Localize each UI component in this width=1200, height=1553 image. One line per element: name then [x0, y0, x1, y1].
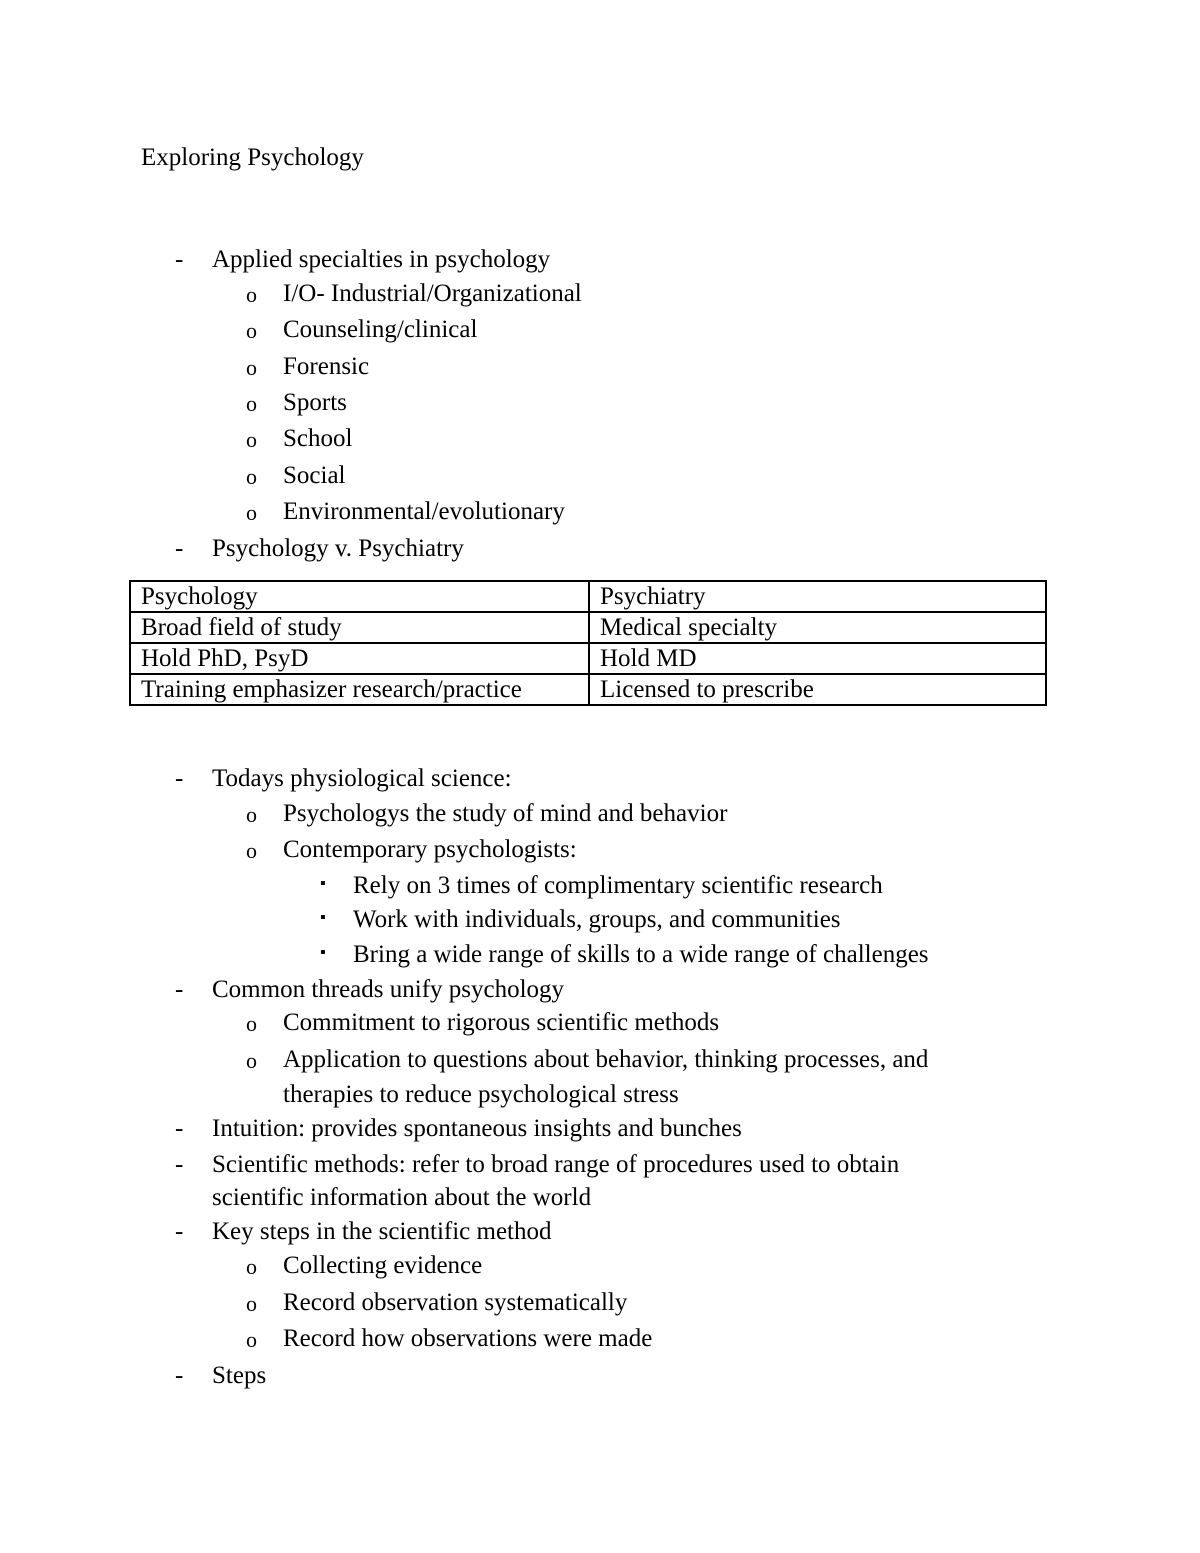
table-row: [130, 612, 1046, 643]
list-item: Contemporary psychologists:: [283, 836, 577, 863]
circle-bullet: o: [246, 464, 257, 489]
table-row: [130, 674, 1046, 705]
list-item: Sports: [283, 389, 347, 416]
list-item: School: [283, 425, 353, 452]
circle-bullet: o: [246, 838, 257, 863]
list-item: Application to questions about behavior, thinking processes, and: [283, 1046, 929, 1073]
circle-bullet: o: [246, 802, 257, 827]
section-heading-psychology-vs-psychiatry: Psychology v. Psychiatry: [212, 535, 464, 562]
circle-bullet: o: [246, 500, 257, 525]
dash-bullet: -: [175, 976, 184, 1003]
table-cell: Hold MD: [589, 643, 1046, 674]
sub-list-item: Bring a wide range of skills to a wide range of challenges: [353, 941, 929, 968]
list-item: Record how observations were made: [283, 1325, 653, 1352]
document-title: Exploring Psychology: [141, 144, 364, 171]
list-item: Record observation systematically: [283, 1289, 628, 1316]
dash-bullet: -: [175, 1362, 184, 1389]
section-heading-intuition: Intuition: provides spontaneous insights and bunches: [212, 1115, 742, 1142]
table-cell: Psychiatry: [589, 581, 1046, 612]
circle-bullet: o: [246, 1254, 257, 1279]
dash-bullet: -: [175, 535, 184, 562]
section-heading-applied-specialties: Applied specialties in psychology: [212, 246, 551, 273]
comparison-table: [129, 580, 1047, 706]
table-cell: Broad field of study: [130, 612, 589, 643]
circle-bullet: o: [246, 355, 257, 380]
table-cell: Licensed to prescribe: [589, 674, 1046, 705]
section-heading-key-steps: Key steps in the scientific method: [212, 1218, 552, 1245]
list-item-continuation: therapies to reduce psychological stress: [283, 1081, 679, 1108]
circle-bullet: o: [246, 318, 257, 343]
table-cell: Psychology: [130, 581, 589, 612]
list-item: Forensic: [283, 353, 370, 380]
circle-bullet: o: [246, 391, 257, 416]
list-item: Commitment to rigorous scientific methods: [283, 1009, 720, 1036]
sub-list-item: Work with individuals, groups, and communities: [353, 906, 841, 933]
section-heading-scientific-methods: Scientific methods: refer to broad range of procedures used to obtain: [212, 1151, 900, 1178]
dash-bullet: -: [175, 246, 184, 273]
table-row: [130, 581, 1046, 612]
square-bullet: ▪: [320, 875, 326, 892]
table-cell: Medical specialty: [589, 612, 1046, 643]
list-item: Psychologys the study of mind and behavior: [283, 800, 728, 827]
sub-list-item: Rely on 3 times of complimentary scientific research: [353, 872, 883, 899]
circle-bullet: o: [246, 282, 257, 307]
list-item: Collecting evidence: [283, 1252, 483, 1279]
dash-bullet: -: [175, 765, 184, 792]
list-item: I/O- Industrial/Organizational: [283, 280, 582, 307]
table-cell: Training emphasizer research/practice: [130, 674, 589, 705]
square-bullet: ▪: [320, 909, 326, 926]
list-item: Counseling/clinical: [283, 316, 478, 343]
circle-bullet: o: [246, 1011, 257, 1036]
dash-bullet: -: [175, 1151, 184, 1178]
list-item: Environmental/evolutionary: [283, 498, 565, 525]
section-heading-common-threads: Common threads unify psychology: [212, 976, 565, 1003]
section-heading-steps: Steps: [212, 1362, 267, 1389]
section-heading-continuation: scientific information about the world: [212, 1184, 592, 1211]
table-row: [130, 643, 1046, 674]
circle-bullet: o: [246, 1048, 257, 1073]
section-heading-physiological-science: Todays physiological science:: [212, 765, 512, 792]
circle-bullet: o: [246, 1327, 257, 1352]
square-bullet: ▪: [320, 944, 326, 961]
list-item: Social: [283, 462, 346, 489]
circle-bullet: o: [246, 427, 257, 452]
circle-bullet: o: [246, 1291, 257, 1316]
dash-bullet: -: [175, 1115, 184, 1142]
table-cell: Hold PhD, PsyD: [130, 643, 589, 674]
dash-bullet: -: [175, 1218, 184, 1245]
